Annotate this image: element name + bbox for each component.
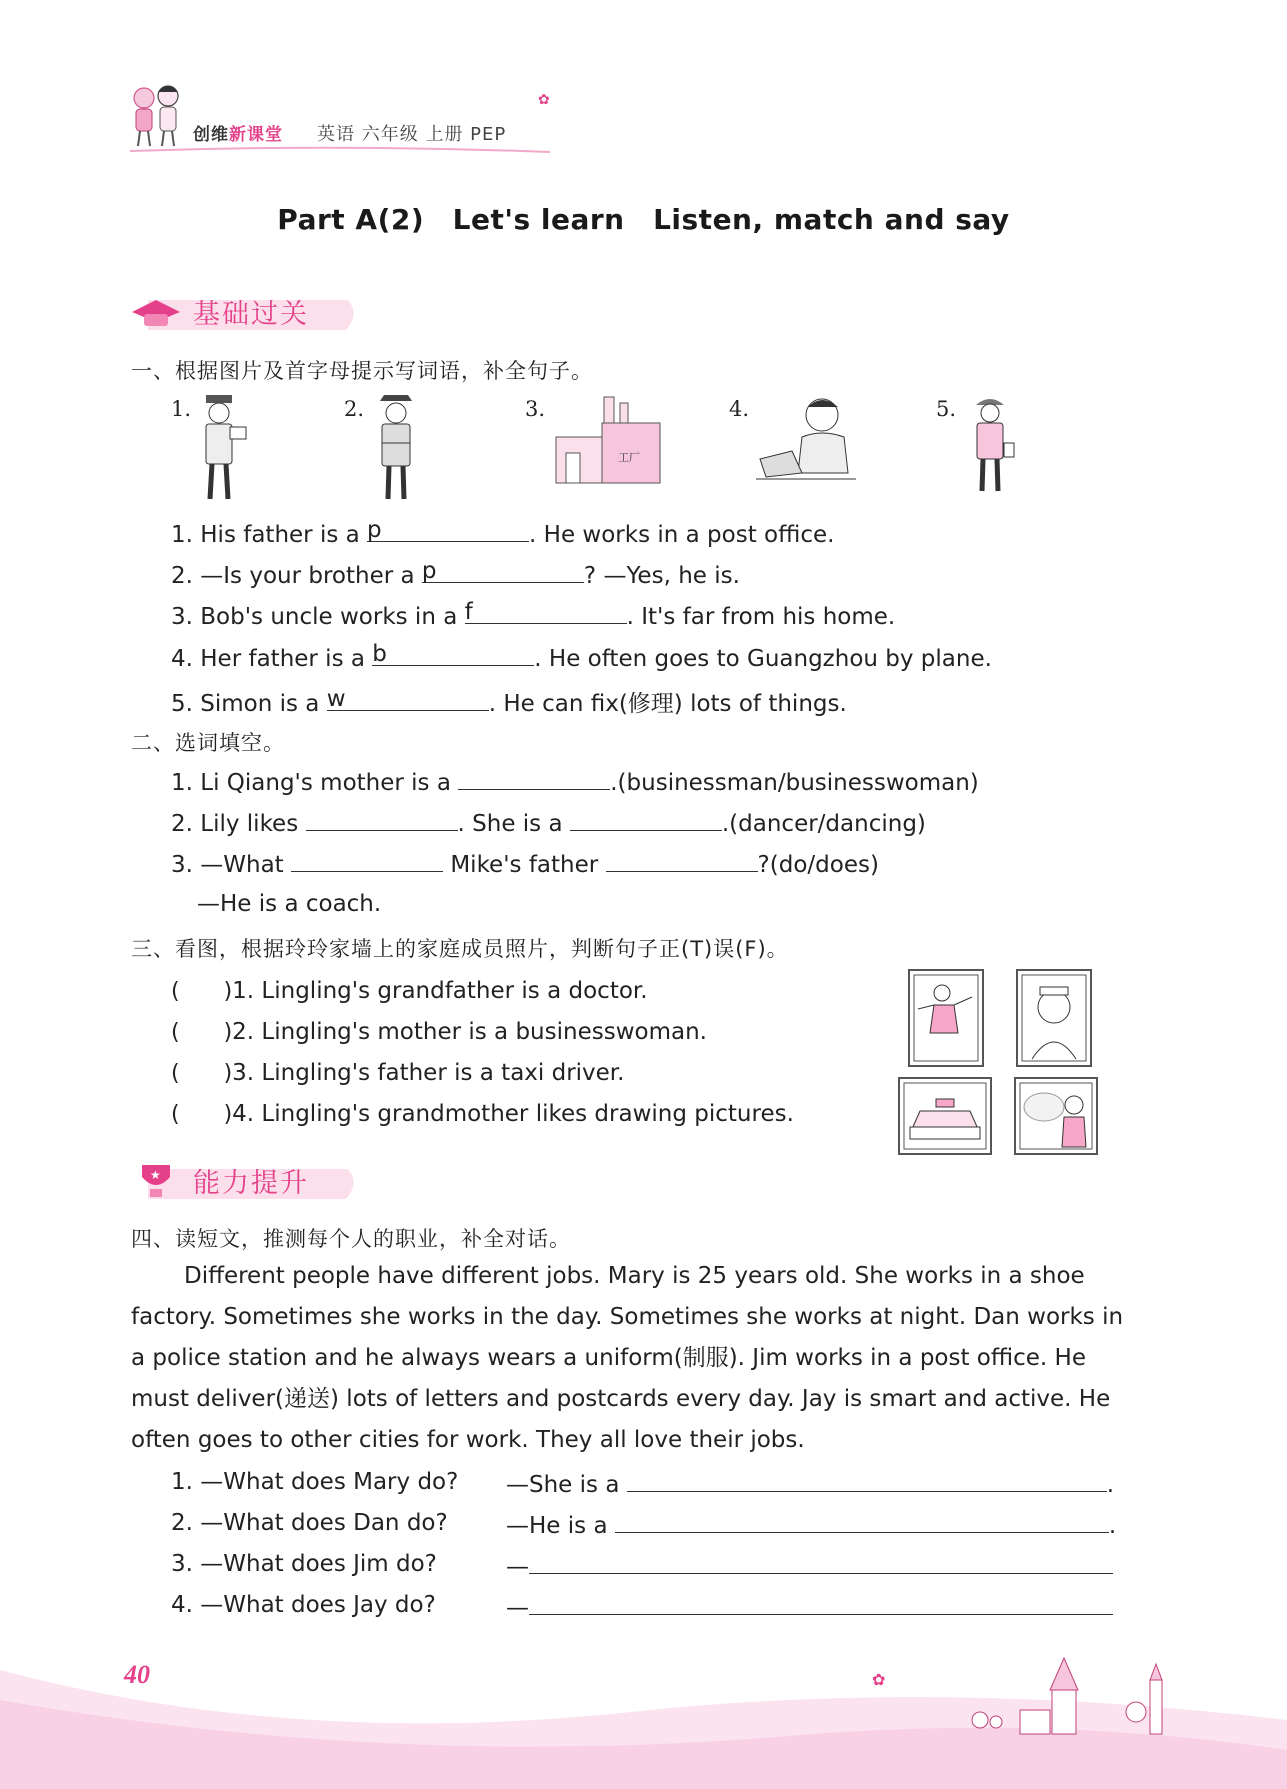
worker-illustration-icon xyxy=(960,393,1020,497)
q1-pic-label-2: 2. xyxy=(344,397,365,421)
photo-doctor-frame-icon xyxy=(1016,969,1092,1067)
q3-answer-box-2[interactable]: ( ) xyxy=(171,1020,233,1045)
q3-item-2: ( )2. Lingling's mother is a businesswoman. xyxy=(171,1019,707,1045)
q4-item-4: 4. —What does Jay do? xyxy=(171,1592,436,1618)
q2-blank-2a[interactable] xyxy=(306,808,458,831)
q3-item-4: ( )4. Lingling's grandmother likes drawing pictures. xyxy=(171,1101,794,1127)
q1-item-2: 2. —Is your brother a p ? —Yes, he is. xyxy=(171,558,740,589)
q4-blank-1[interactable] xyxy=(627,1469,1107,1492)
q4-item-1: 1. —What does Mary do? xyxy=(171,1469,459,1495)
q3-answer-box-1[interactable]: ( ) xyxy=(171,979,233,1004)
flower-decoration-icon: ✿ xyxy=(872,1670,886,1689)
q4-blank-2[interactable] xyxy=(615,1510,1109,1533)
businessman-illustration-icon xyxy=(752,393,864,483)
q2-blank-2b[interactable] xyxy=(570,808,722,831)
q1-item-3: 3. Bob's uncle works in a f . It's far from his home. xyxy=(171,599,896,630)
q3-answer-box-4[interactable]: ( ) xyxy=(171,1102,233,1127)
q4-item-3: 3. —What does Jim do? xyxy=(171,1551,437,1577)
postman-illustration-icon xyxy=(192,393,252,505)
q3-answer-box-3[interactable]: ( ) xyxy=(171,1061,233,1086)
q2-heading: 二、选词填空。 xyxy=(131,731,285,755)
policeman-illustration-icon xyxy=(368,393,424,505)
castle-decoration-icon xyxy=(960,1650,1190,1740)
q1-pic-label-4: 4. xyxy=(729,397,750,421)
q1-blank-2[interactable]: p xyxy=(422,560,584,583)
q3-item-1: ( )1. Lingling's grandfather is a doctor. xyxy=(171,978,648,1004)
star-decoration-icon: ✿ xyxy=(538,92,550,108)
q3-item-3: ( )3. Lingling's father is a taxi driver. xyxy=(171,1060,625,1086)
q2-item-1: 1. Li Qiang's mother is a .(businessman/businesswoman) xyxy=(171,767,979,796)
header-underline xyxy=(130,146,550,156)
q4-answer-1: —She is a . xyxy=(506,1469,1114,1498)
q4-answer-3: — xyxy=(506,1551,1113,1580)
q3-heading: 三、看图，根据玲玲家墙上的家庭成员照片，判断句子正(T)误(F)。 xyxy=(131,937,789,961)
q1-blank-5[interactable]: w xyxy=(327,688,489,711)
q2-item-3-answer: —He is a coach. xyxy=(197,891,382,917)
svg-text:★: ★ xyxy=(150,1168,161,1182)
factory-illustration-icon xyxy=(552,393,664,489)
q4-heading: 四、读短文，推测每个人的职业，补全对话。 xyxy=(131,1227,571,1251)
q1-item-5: 5. Simon is a w . He can fix(修理) lots of things. xyxy=(171,686,847,717)
q4-answer-4: — xyxy=(506,1592,1113,1621)
header-subtitle: 英语 六年级 上册 PEP xyxy=(317,124,507,145)
photo-taxi-frame-icon xyxy=(898,1077,992,1155)
q2-item-2: 2. Lily likes . She is a .(dancer/dancing) xyxy=(171,808,926,837)
header-cartoon-kids xyxy=(124,78,190,150)
q2-blank-1[interactable] xyxy=(458,767,610,790)
q4-blank-3[interactable] xyxy=(529,1551,1113,1574)
q1-blank-4[interactable]: b xyxy=(372,643,534,666)
q2-blank-3b[interactable] xyxy=(606,849,758,872)
photo-dancer-frame-icon xyxy=(908,969,984,1067)
q2-item-3: 3. —What Mike's father ?(do/does) xyxy=(171,849,879,878)
q1-blank-1[interactable]: p xyxy=(367,519,529,542)
photo-painter-frame-icon xyxy=(1014,1077,1098,1155)
section-title-basic: 基础过关 xyxy=(193,299,309,330)
q2-blank-3a[interactable] xyxy=(291,849,443,872)
factory-sign: 工厂 xyxy=(618,451,640,464)
q1-blank-3[interactable]: f xyxy=(465,601,627,624)
q1-item-1: 1. His father is a p . He works in a post office. xyxy=(171,517,835,548)
page-number: 40 xyxy=(124,1660,150,1689)
q1-pic-label-1: 1. xyxy=(171,397,192,421)
q1-item-4: 4. Her father is a b . He often goes to Guangzhou by plane. xyxy=(171,641,992,672)
q4-item-2: 2. —What does Dan do? xyxy=(171,1510,448,1536)
q4-answer-2: —He is a . xyxy=(506,1510,1116,1539)
q4-blank-4[interactable] xyxy=(529,1592,1113,1615)
q1-pic-label-5: 5. xyxy=(936,397,957,421)
q1-heading: 一、根据图片及首字母提示写词语，补全句子。 xyxy=(131,359,593,383)
q4-passage: Different people have different jobs. Mary is 25 years old. She works in a shoe factory. Sometimes she works in the day. Sometimes she works at night. Dan works in a police station and he always wears a uniform(制服). Jim works in a post office. He must deliver(递送) lots of letters and postcards every day. Jay is smart and active. He often goes to other cities for work. They all love their jobs. xyxy=(131,1263,1124,1453)
q1-pic-label-3: 3. xyxy=(525,397,546,421)
page-title: Part A(2) Let's learn Listen, match and say xyxy=(277,203,1010,236)
header-brand: 创维新课堂 xyxy=(193,125,283,145)
section-title-advanced: 能力提升 xyxy=(193,1168,309,1199)
